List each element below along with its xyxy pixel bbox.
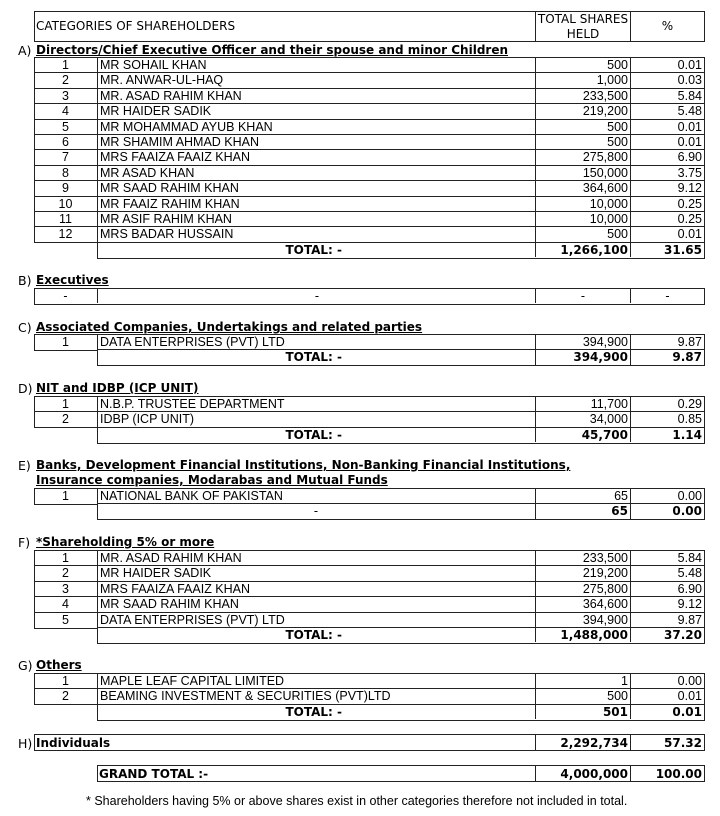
shareholder-name: MR HAIDER SADIK bbox=[100, 566, 212, 581]
total-label: TOTAL: - bbox=[285, 427, 342, 442]
shareholder-name: MAPLE LEAF CAPITAL LIMITED bbox=[100, 674, 285, 688]
shares-held: 275,800 bbox=[582, 581, 628, 596]
shareholder-name: MR SHAMIM AHMAD KHAN bbox=[100, 135, 260, 149]
shareholder-name: DATA ENTERPRISES (PVT) LTD bbox=[100, 335, 285, 349]
shares-held: 219,200 bbox=[582, 566, 628, 581]
row-number: 5 bbox=[62, 119, 69, 134]
row-number: 2 bbox=[62, 689, 69, 704]
percentage: 5.84 bbox=[677, 551, 702, 565]
section-letter: F) bbox=[18, 535, 31, 550]
row-number: 12 bbox=[58, 227, 73, 242]
shares-held: 233,500 bbox=[582, 88, 628, 103]
shares-held: 1 bbox=[621, 674, 628, 688]
individuals-shares: 2,292,734 bbox=[560, 736, 628, 750]
row-number: 2 bbox=[62, 566, 69, 581]
percentage: 6.90 bbox=[677, 581, 702, 596]
percentage: 0.25 bbox=[677, 212, 702, 226]
shares-header-line2: HELD bbox=[566, 27, 600, 41]
shares-held: 233,500 bbox=[582, 551, 628, 565]
row-number: 1 bbox=[62, 58, 69, 72]
shares-held: 10,000 bbox=[589, 196, 628, 211]
shares-held: 364,600 bbox=[582, 181, 628, 196]
shareholder-name: MR. ASAD RAHIM KHAN bbox=[100, 88, 242, 103]
percentage: - bbox=[665, 289, 670, 303]
total-label: TOTAL: - bbox=[285, 628, 342, 642]
percentage: 0.01 bbox=[677, 119, 702, 134]
section-letter: C) bbox=[18, 320, 32, 335]
shares-header-line1: TOTAL SHARES bbox=[537, 12, 629, 26]
section-title: NIT and IDBP (ICP UNIT) bbox=[36, 381, 199, 395]
section-title: Directors/Chief Executive Officer and their spouse and minor Children bbox=[36, 43, 509, 57]
shareholder-name: - bbox=[314, 289, 320, 303]
total-shares: 501 bbox=[602, 704, 628, 719]
row-number: 4 bbox=[62, 597, 69, 612]
section-title: Executives bbox=[36, 273, 109, 287]
percentage: 5.48 bbox=[677, 566, 702, 581]
shareholder-name: MR. ANWAR-UL-HAQ bbox=[100, 73, 224, 88]
shares-held: 11,700 bbox=[590, 397, 628, 411]
total-percentage: 31.65 bbox=[664, 242, 702, 257]
shareholder-name: MR SAAD RAHIM KHAN bbox=[100, 597, 239, 612]
total-percentage: 0.00 bbox=[672, 504, 702, 519]
section-title: *Shareholding 5% or more bbox=[36, 535, 215, 549]
shareholder-name: N.B.P. TRUSTEE DEPARTMENT bbox=[100, 397, 285, 411]
section-title: Insurance companies, Modarabas and Mutual Funds bbox=[36, 473, 388, 487]
shares-held: 150,000 bbox=[582, 165, 628, 180]
total-label: TOTAL: - bbox=[285, 242, 342, 257]
shareholder-name: MR ASAD KHAN bbox=[100, 165, 195, 180]
row-number: 7 bbox=[62, 150, 69, 165]
percentage: 0.01 bbox=[677, 58, 702, 72]
row-number: 2 bbox=[62, 412, 69, 427]
row-number: 9 bbox=[62, 181, 69, 196]
total-shares: 394,900 bbox=[573, 350, 628, 365]
shareholder-name: MR. ASAD RAHIM KHAN bbox=[100, 551, 242, 565]
row-number: 8 bbox=[62, 165, 69, 180]
total-percentage: 0.01 bbox=[672, 704, 702, 719]
percentage: 0.85 bbox=[677, 412, 702, 427]
shareholder-name: MRS FAAIZA FAAIZ KHAN bbox=[100, 581, 251, 596]
row-number: 1 bbox=[62, 674, 69, 688]
percentage: 9.12 bbox=[677, 597, 702, 612]
percentage: 5.84 bbox=[677, 88, 702, 103]
total-shares: 1,266,100 bbox=[560, 242, 628, 257]
percentage: 0.01 bbox=[677, 227, 702, 242]
percent-header: % bbox=[661, 19, 674, 33]
section-letter: G) bbox=[18, 658, 33, 673]
total-label: - bbox=[313, 504, 319, 519]
row-number: 10 bbox=[58, 196, 73, 211]
shareholder-name: MR FAAIZ RAHIM KHAN bbox=[100, 196, 240, 211]
row-number: 4 bbox=[62, 104, 69, 119]
row-number: 1 bbox=[62, 397, 69, 411]
total-percentage: 37.20 bbox=[664, 628, 702, 642]
shares-held: 500 bbox=[607, 227, 628, 242]
shares-held: 65 bbox=[614, 489, 628, 503]
shareholder-name: MR MOHAMMAD AYUB KHAN bbox=[100, 119, 273, 134]
row-number: 1 bbox=[62, 489, 69, 503]
row-number: 1 bbox=[62, 551, 69, 565]
total-percentage: 9.87 bbox=[672, 350, 702, 365]
category-header: CATEGORIES OF SHAREHOLDERS bbox=[36, 19, 236, 33]
row-number: 1 bbox=[62, 335, 69, 349]
row-number: 5 bbox=[62, 612, 69, 627]
total-percentage: 1.14 bbox=[672, 427, 702, 442]
shareholder-name: MRS BADAR HUSSAIN bbox=[100, 227, 234, 242]
section-letter: D) bbox=[18, 381, 33, 396]
shareholder-name: MR ASIF RAHIM KHAN bbox=[100, 212, 232, 226]
row-number: - bbox=[63, 289, 68, 303]
shares-held: 10,000 bbox=[589, 212, 628, 226]
percentage: 0.03 bbox=[677, 73, 702, 88]
percentage: 3.75 bbox=[677, 165, 702, 180]
shares-held: 394,900 bbox=[582, 335, 628, 349]
shares-held: 219,200 bbox=[582, 104, 628, 119]
section-title: Banks, Development Financial Institutions, Non-Banking Financial Institutions, bbox=[36, 458, 571, 472]
shares-held: 394,900 bbox=[582, 612, 628, 627]
shares-held: 500 bbox=[607, 58, 628, 72]
percentage: 0.25 bbox=[677, 196, 702, 211]
section-letter: E) bbox=[18, 458, 31, 473]
shareholder-name: MR SOHAIL KHAN bbox=[100, 58, 207, 72]
percentage: 0.00 bbox=[677, 489, 702, 503]
row-number: 2 bbox=[62, 73, 69, 88]
section-letter: H) bbox=[18, 736, 33, 751]
shareholder-name: NATIONAL BANK OF PAKISTAN bbox=[100, 489, 283, 503]
individuals-percentage: 57.32 bbox=[664, 736, 702, 750]
individuals-label: Individuals bbox=[36, 736, 111, 750]
shares-held: 275,800 bbox=[582, 150, 628, 165]
total-label: TOTAL: - bbox=[285, 350, 342, 365]
footnote: * Shareholders having 5% or above shares exist in other categories therefore not included in total. bbox=[86, 794, 628, 808]
shares-held: 500 bbox=[607, 689, 628, 704]
percentage: 5.48 bbox=[677, 104, 702, 119]
shareholder-name: IDBP (ICP UNIT) bbox=[100, 412, 194, 427]
total-label: TOTAL: - bbox=[285, 704, 342, 719]
shares-held: 500 bbox=[607, 135, 628, 149]
shareholder-name: DATA ENTERPRISES (PVT) LTD bbox=[100, 612, 285, 627]
row-number: 3 bbox=[62, 88, 69, 103]
row-number: 6 bbox=[62, 135, 69, 149]
percentage: 0.01 bbox=[677, 689, 702, 704]
shares-held: 34,000 bbox=[589, 412, 628, 427]
percentage: 9.12 bbox=[677, 181, 702, 196]
total-shares: 65 bbox=[611, 504, 628, 519]
shares-held: 500 bbox=[607, 119, 628, 134]
total-shares: 45,700 bbox=[581, 427, 628, 442]
grand-total-label: GRAND TOTAL :- bbox=[99, 767, 209, 781]
section-title: Others bbox=[36, 658, 82, 672]
shares-held: 364,600 bbox=[582, 597, 628, 612]
shareholder-name: BEAMING INVESTMENT & SECURITIES (PVT)LTD bbox=[100, 689, 391, 704]
shareholder-name: MR SAAD RAHIM KHAN bbox=[100, 181, 239, 196]
percentage: 9.87 bbox=[677, 335, 702, 349]
section-title: Associated Companies, Undertakings and related parties bbox=[36, 320, 423, 334]
section-letter: A) bbox=[18, 43, 32, 58]
percentage: 6.90 bbox=[677, 150, 702, 165]
shareholder-name: MRS FAAIZA FAAIZ KHAN bbox=[100, 150, 251, 165]
total-shares: 1,488,000 bbox=[560, 628, 628, 642]
row-number: 3 bbox=[62, 581, 69, 596]
row-number: 11 bbox=[59, 212, 72, 226]
percentage: 9.87 bbox=[677, 612, 702, 627]
percentage: 0.00 bbox=[677, 674, 702, 688]
grand-total-percentage: 100.00 bbox=[655, 767, 702, 781]
grand-total-shares: 4,000,000 bbox=[560, 767, 628, 781]
section-letter: B) bbox=[18, 273, 32, 288]
shares-held: - bbox=[580, 289, 586, 303]
shareholder-name: MR HAIDER SADIK bbox=[100, 104, 212, 119]
shares-held: 1,000 bbox=[596, 73, 628, 88]
percentage: 0.29 bbox=[677, 397, 702, 411]
percentage: 0.01 bbox=[677, 135, 702, 149]
